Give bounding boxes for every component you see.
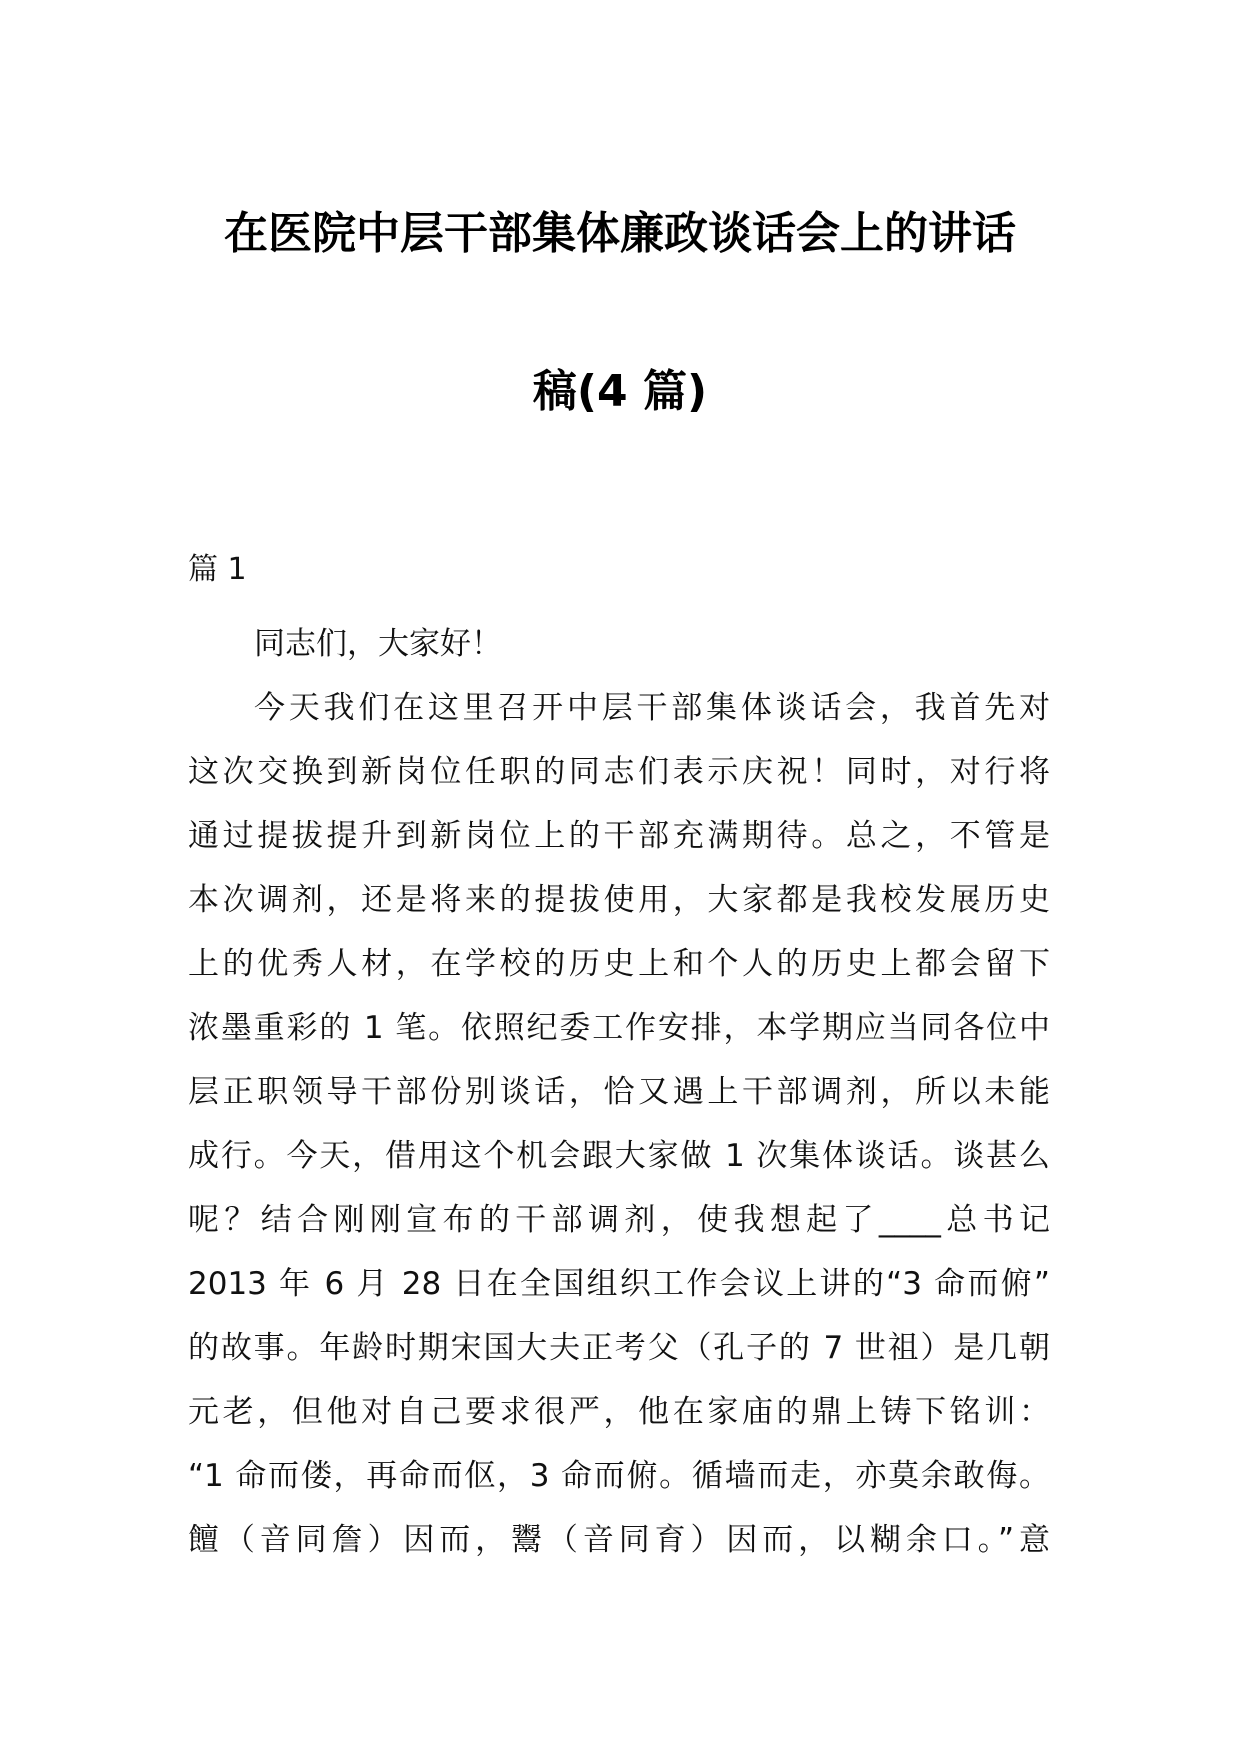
document-title-line-2: 稿(4 篇) <box>532 366 708 417</box>
paragraph-line: 2013 年 6 月 28 日在全国组织工作会议上讲的“3 命而俯” <box>188 1266 1050 1302</box>
paragraph-line: “1 命而偻，再命而伛，3 命而俯。循墙而走，亦莫余敢侮。 <box>188 1458 1050 1494</box>
paragraph-line: 元老，但他对自己要求很严，他在家庙的鼎上铸下铭训： <box>188 1394 1050 1430</box>
section-label: 篇 1 <box>188 552 247 587</box>
paragraph-line: 饘（音同詹）因而，鬻（音同育）因而，以糊余口。”意 <box>188 1522 1050 1558</box>
paragraph-line: 上的优秀人材，在学校的历史上和个人的历史上都会留下 <box>188 946 1050 982</box>
paragraph-line: 本次调剂，还是将来的提拔使用，大家都是我校发展历史 <box>188 882 1050 918</box>
paragraph-line: 浓墨重彩的 1 笔。依照纪委工作安排，本学期应当同各位中 <box>188 1010 1050 1046</box>
paragraph-line: 成行。今天，借用这个机会跟大家做 1 次集体谈话。谈甚么 <box>188 1138 1050 1174</box>
body-paragraph <box>188 676 1050 1572</box>
paragraph-line: 通过提拔提升到新岗位上的干部充满期待。总之，不管是 <box>188 818 1050 854</box>
paragraph-line: 呢？结合刚刚宣布的干部调剂，使我想起了____总书记 <box>188 1202 1050 1238</box>
paragraph-line: 这次交换到新岗位任职的同志们表示庆祝！同时，对行将 <box>188 754 1050 790</box>
paragraph-line: 层正职领导干部份别谈话，恰又遇上干部调剂，所以未能 <box>188 1074 1050 1110</box>
document-title-line-1: 在医院中层干部集体廉政谈话会上的讲话 <box>224 208 1016 259</box>
paragraph-line: 今天我们在这里召开中层干部集体谈话会，我首先对 <box>254 690 1050 726</box>
greeting-line: 同志们，大家好！ <box>254 626 502 662</box>
paragraph-line: 的故事。年龄时期宋国大夫正考父（孔子的 7 世祖）是几朝 <box>188 1330 1050 1366</box>
greeting-paragraph <box>188 612 1050 676</box>
